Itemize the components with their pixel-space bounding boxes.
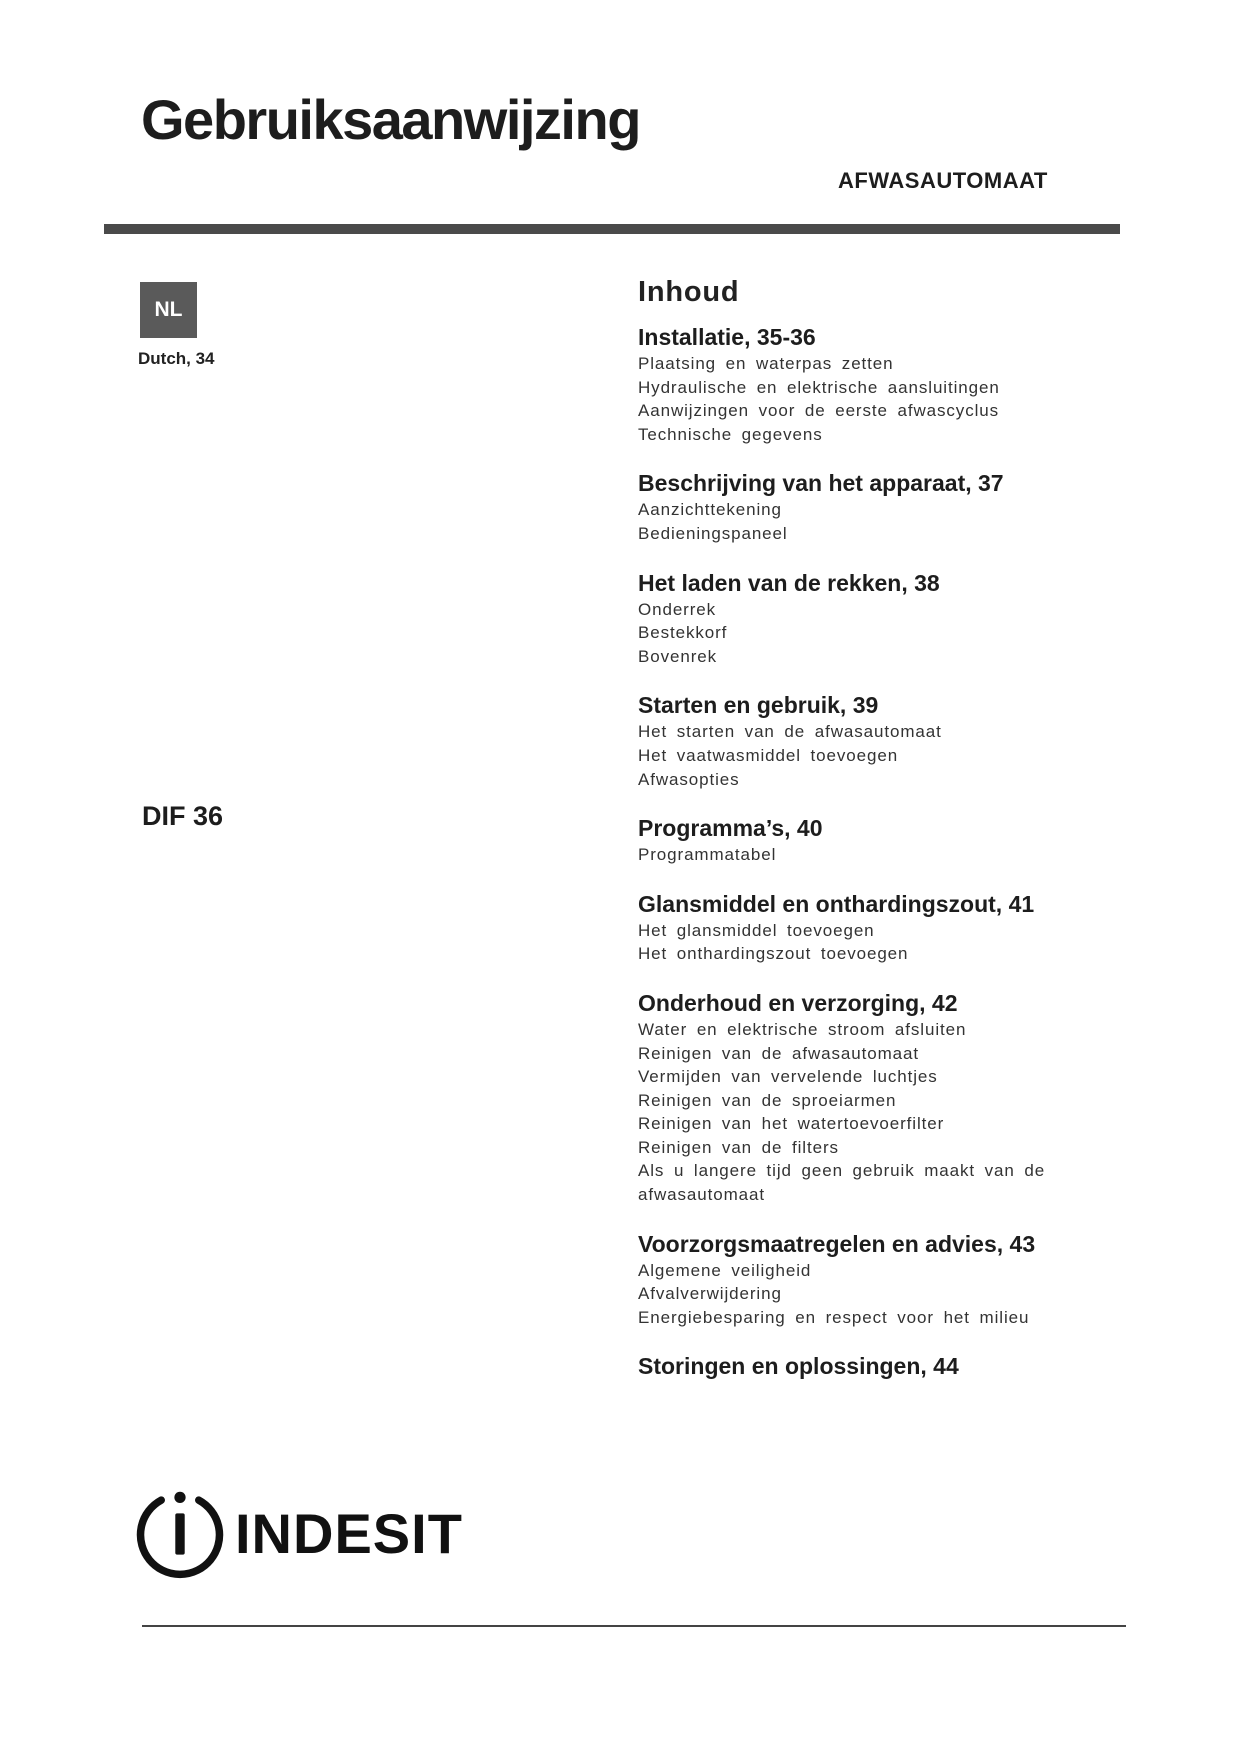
toc-item: Afvalverwijdering — [638, 1284, 782, 1304]
toc-section — [638, 889, 1118, 966]
toc-item: Het onthardingszout toevoegen — [638, 944, 909, 964]
toc-item-list — [638, 919, 1118, 966]
toc-section-title: Programma’s, 40 — [638, 815, 823, 842]
toc-item: Aanwijzingen voor de eerste afwascyclus — [638, 401, 1000, 421]
indesit-logo-icon — [133, 1487, 227, 1581]
toc-item: Energiebesparing en respect voor het milieu — [638, 1307, 1030, 1327]
toc-item: Het starten van de afwasautomaat — [638, 722, 942, 742]
language-badge: NL — [140, 282, 197, 338]
toc-section — [638, 988, 1118, 1207]
toc-section-title: Starten en gebruik, 39 — [638, 692, 879, 719]
toc-section — [638, 468, 1118, 545]
toc-section-title: Het laden van de rekken, 38 — [638, 569, 940, 596]
toc-item: Water en elektrische stroom afsluiten — [638, 1019, 967, 1039]
brand-logo — [133, 1484, 463, 1584]
toc-section-title: Storingen en oplossingen, 44 — [638, 1353, 959, 1380]
toc-section-title: Beschrijving van het apparaat, 37 — [638, 470, 1004, 497]
product-type: AFWASAUTOMAAT — [838, 168, 1048, 193]
brand-name: INDESIT — [235, 1502, 463, 1565]
toc-item: Algemene veiligheid — [638, 1260, 812, 1280]
toc-section-title: Glansmiddel en onthardingszout, 41 — [638, 890, 1035, 917]
toc-section — [638, 568, 1118, 669]
toc-item-list — [638, 598, 1118, 669]
toc-item-list — [638, 1259, 1118, 1330]
toc-item: Technische gegevens — [638, 424, 823, 444]
toc-section — [638, 690, 1118, 791]
page-title: Gebruiksaanwijzing — [141, 88, 640, 151]
table-of-contents — [638, 274, 1118, 1403]
toc-item: Vermijden van vervelende luchtjes — [638, 1067, 938, 1087]
toc-item: Het glansmiddel toevoegen — [638, 920, 875, 940]
toc-item: Reinigen van het watertoevoerfilter — [638, 1114, 945, 1134]
top-divider — [104, 224, 1120, 234]
toc-heading: Inhoud — [638, 276, 740, 308]
toc-item: Bestekkorf — [638, 623, 728, 643]
toc-section-title: Voorzorgsmaatregelen en advies, 43 — [638, 1230, 1036, 1257]
toc-sections — [638, 322, 1118, 1381]
toc-item: Hydraulische en elektrische aansluitingen — [638, 377, 1000, 397]
toc-item: Als u langere tijd geen gebruik maakt van de — [638, 1161, 1046, 1181]
toc-item: Reinigen van de sproeiarmen — [638, 1090, 897, 1110]
toc-section — [638, 1229, 1118, 1330]
toc-item: Programmatabel — [638, 845, 777, 865]
toc-item: Onderrek — [638, 599, 717, 619]
toc-item: afwasautomaat — [638, 1185, 765, 1205]
toc-section — [638, 322, 1118, 446]
toc-item-list — [638, 720, 1118, 791]
toc-section-title: Onderhoud en verzorging, 42 — [638, 989, 958, 1016]
toc-item: Bedieningspaneel — [638, 523, 788, 543]
toc-item-list — [638, 843, 1118, 867]
language-reference: Dutch, 34 — [138, 349, 215, 368]
toc-item: Reinigen van de filters — [638, 1137, 839, 1157]
toc-item: Het vaatwasmiddel toevoegen — [638, 745, 899, 765]
toc-item: Reinigen van de afwasautomaat — [638, 1043, 919, 1063]
toc-item-list — [638, 352, 1118, 446]
toc-item: Aanzichttekening — [638, 500, 782, 520]
toc-item-list — [638, 1018, 1118, 1207]
toc-item: Afwasopties — [638, 769, 740, 789]
toc-item: Bovenrek — [638, 646, 718, 666]
model-number: DIF 36 — [142, 801, 224, 831]
toc-section — [638, 1351, 1118, 1381]
toc-item-list — [638, 498, 1118, 545]
toc-section — [638, 813, 1118, 867]
bottom-divider — [142, 1625, 1126, 1627]
toc-item: Plaatsing en waterpas zetten — [638, 354, 894, 373]
toc-section-title: Installatie, 35-36 — [638, 324, 816, 350]
